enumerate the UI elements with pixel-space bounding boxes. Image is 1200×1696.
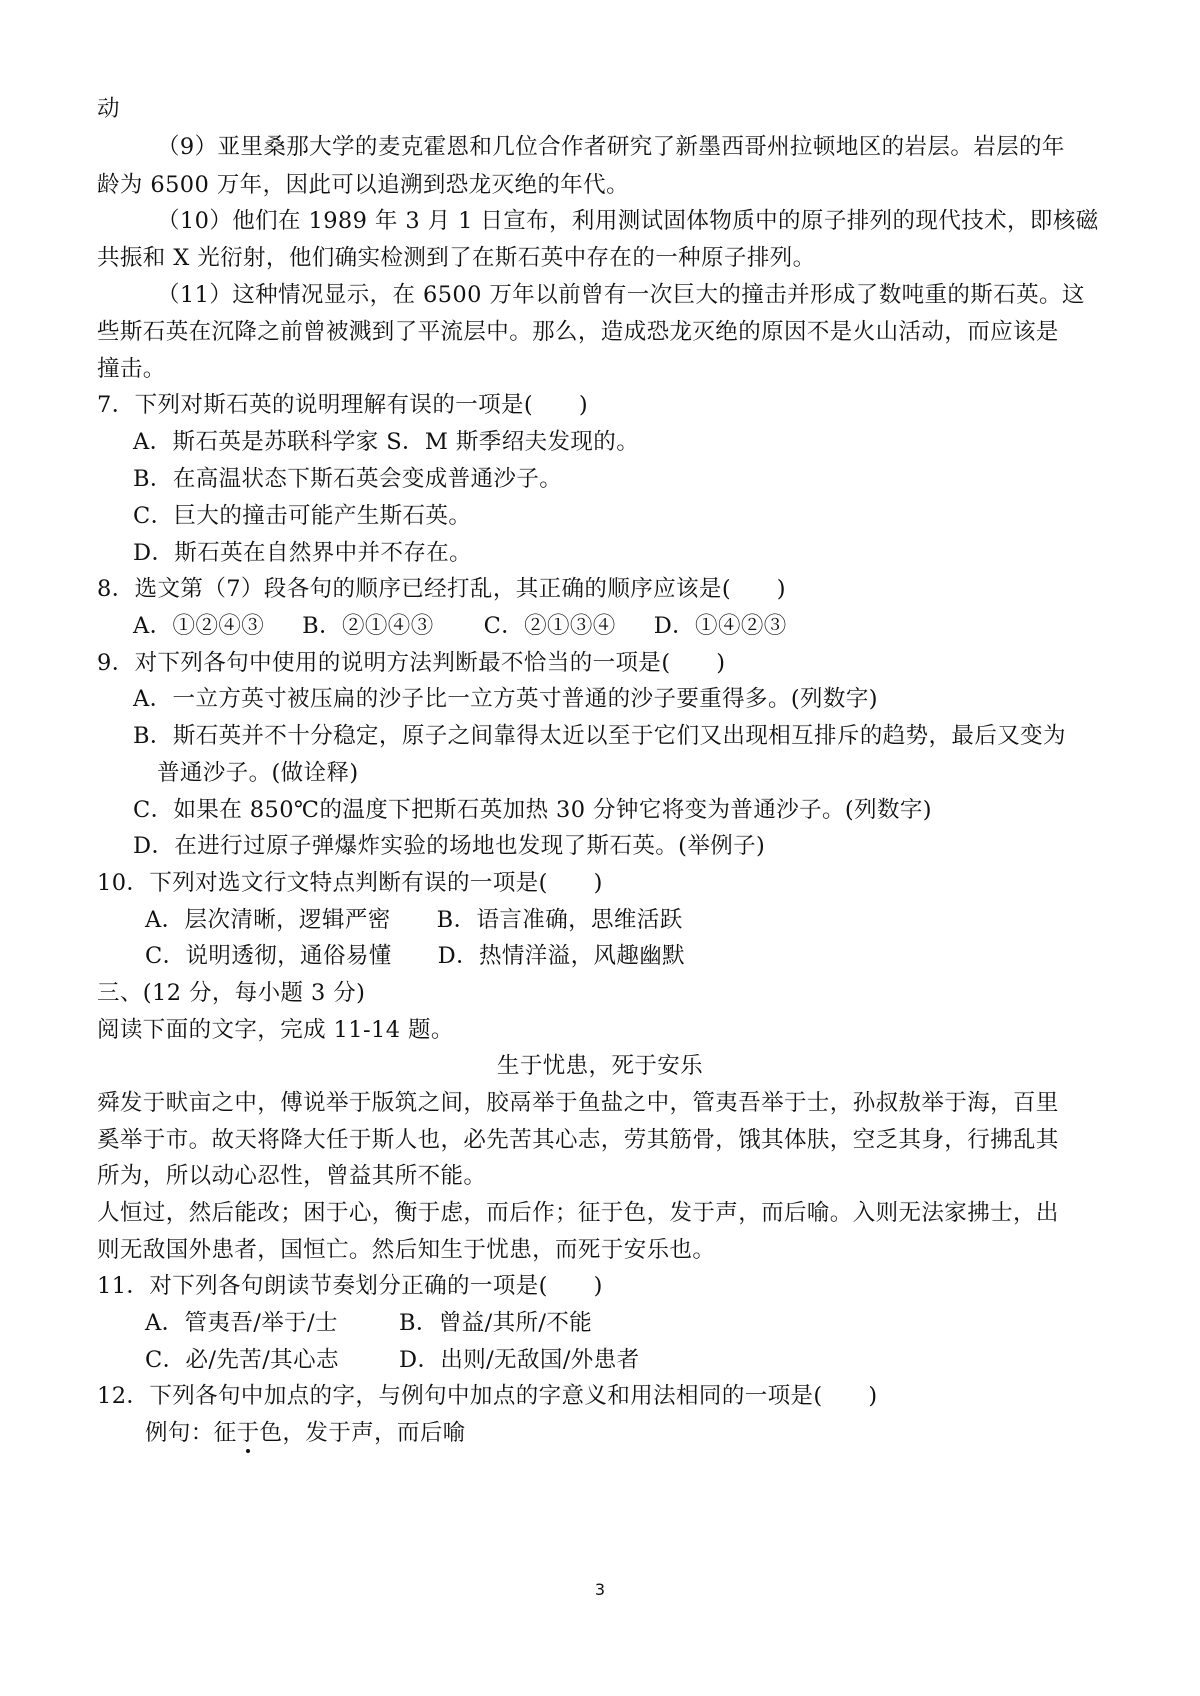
question-8-option-d: D．①④②③ bbox=[653, 613, 787, 639]
paragraph-11-line-1: （11）这种情况显示，在 6500 万年以前曾有一次巨大的撞击并形成了数吨重的斯石英。这 bbox=[157, 282, 1085, 308]
question-10-options-row-1 bbox=[145, 905, 683, 935]
classical-text-line-1: 舜发于畎亩之中，傅说举于版筑之间，胶鬲举于鱼盐之中，管夷吾举于士，孙叔敖举于海，百里 bbox=[97, 1090, 1059, 1116]
question-11-options-row-1 bbox=[145, 1308, 592, 1338]
question-11-option-b: B．曾益/其所/不能 bbox=[399, 1310, 593, 1336]
classical-text-line-3: 所为，所以动心忍性，曾益其所不能。 bbox=[97, 1163, 487, 1189]
question-7-option-c: C．巨大的撞击可能产生斯石英。 bbox=[133, 503, 472, 529]
paragraph-11-line-3: 撞击。 bbox=[97, 356, 166, 382]
question-9-option-d: D．在进行过原子弹爆炸实验的场地也发现了斯石英。(举例子) bbox=[133, 833, 766, 859]
question-8-stem: 8．选文第（7）段各句的顺序已经打乱，其正确的顺序应该是( ) bbox=[97, 576, 786, 602]
paragraph-10-line-2: 共振和 X 光衍射，他们确实检测到了在斯石英中存在的一种原子排列。 bbox=[97, 245, 816, 271]
section-3-instruction: 阅读下面的文字，完成 11-14 题。 bbox=[97, 1017, 454, 1043]
question-11-options-row-2 bbox=[145, 1345, 640, 1375]
question-10-option-a: A．层次清晰，逻辑严密 bbox=[145, 907, 391, 933]
question-9-option-c: C．如果在 850℃的温度下把斯石英加热 30 分钟它将变为普通沙子。(列数字) bbox=[133, 797, 932, 823]
question-12-stem: 12．下列各句中加点的字，与例句中加点的字意义和用法相同的一项是( ) bbox=[97, 1383, 878, 1409]
question-11-option-c: C．必/先苦/其心志 bbox=[145, 1347, 339, 1373]
question-10-option-c: C．说明透彻，通俗易懂 bbox=[145, 943, 392, 969]
paragraph-11-line-2: 些斯石英在沉降之前曾被溅到了平流层中。那么，造成恐龙灭绝的原因不是火山活动，而应该是 bbox=[97, 319, 1059, 345]
classical-text-title: 生于忧患，死于安乐 bbox=[496, 1053, 704, 1079]
dotted-character: 于 bbox=[236, 1420, 260, 1446]
question-10-stem: 10．下列对选文行文特点判断有误的一项是( ) bbox=[97, 870, 603, 896]
paragraph-9-line-1: （9）亚里桑那大学的麦克霍恩和几位合作者研究了新墨西哥州拉顿地区的岩层。岩层的年 bbox=[157, 134, 1065, 160]
paragraph-10-line-1: （10）他们在 1989 年 3 月 1 日宣布，利用测试固体物质中的原子排列的现代技术，即核磁 bbox=[157, 208, 1099, 234]
question-7-option-a: A．斯石英是苏联科学家 S．M 斯季绍夫发现的。 bbox=[133, 429, 640, 455]
question-7-option-d: D．斯石英在自然界中并不存在。 bbox=[133, 540, 473, 566]
question-10-option-d: D．热情洋溢，风趣幽默 bbox=[437, 943, 686, 969]
question-8-options bbox=[133, 611, 787, 641]
question-7-option-b: B．在高温状态下斯石英会变成普通沙子。 bbox=[133, 466, 563, 492]
page-number: 3 bbox=[594, 1580, 606, 1599]
question-9-option-b-line-1: B．斯石英并不十分稳定，原子之间靠得太近以至于它们又出现相互排斥的趋势，最后又变为 bbox=[133, 723, 1066, 749]
section-3-header: 三、(12 分，每小题 3 分) bbox=[97, 980, 366, 1006]
question-9-stem: 9．对下列各句中使用的说明方法判断最不恰当的一项是( ) bbox=[97, 650, 726, 676]
question-8-option-c: C．②①③④ bbox=[483, 613, 616, 639]
question-11-option-d: D．出则/无敌国/外患者 bbox=[399, 1347, 640, 1373]
paragraph-9-line-2: 龄为 6500 万年，因此可以追溯到恐龙灭绝的年代。 bbox=[97, 172, 629, 198]
question-9-option-a: A．一立方英寸被压扁的沙子比一立方英寸普通的沙子要重得多。(列数字) bbox=[133, 686, 878, 712]
question-11-option-a: A．管夷吾/举于/士 bbox=[145, 1310, 338, 1336]
classical-text-line-2: 奚举于市。故天将降大任于斯人也，必先苦其心志，劳其筋骨，饿其体肤，空乏其身，行拂乱其 bbox=[97, 1127, 1059, 1153]
example-prefix: 例句：征 bbox=[145, 1420, 237, 1446]
question-10-option-b: B．语言准确，思维活跃 bbox=[436, 907, 683, 933]
question-8-option-b: B．②①④③ bbox=[302, 613, 434, 639]
example-suffix: 色，发于声，而后喻 bbox=[259, 1420, 466, 1446]
classical-text-line-5: 则无敌国外患者，国恒亡。然后知生于忧患，而死于安乐也。 bbox=[97, 1237, 716, 1263]
question-12-example bbox=[145, 1418, 466, 1448]
question-9-option-b-line-2: 普通沙子。(做诠释) bbox=[157, 760, 359, 786]
question-11-stem: 11．对下列各句朗读节奏划分正确的一项是( ) bbox=[97, 1273, 603, 1299]
question-7-stem: 7．下列对斯石英的说明理解有误的一项是( ) bbox=[97, 392, 589, 418]
passage-fragment: 动 bbox=[97, 96, 120, 122]
classical-text-line-4: 人恒过，然后能改；困于心，衡于虑，而后作；征于色，发于声，而后喻。入则无法家拂士，出 bbox=[97, 1200, 1059, 1226]
question-10-options-row-2 bbox=[145, 941, 685, 971]
question-8-option-a: A．①②④③ bbox=[133, 613, 265, 639]
